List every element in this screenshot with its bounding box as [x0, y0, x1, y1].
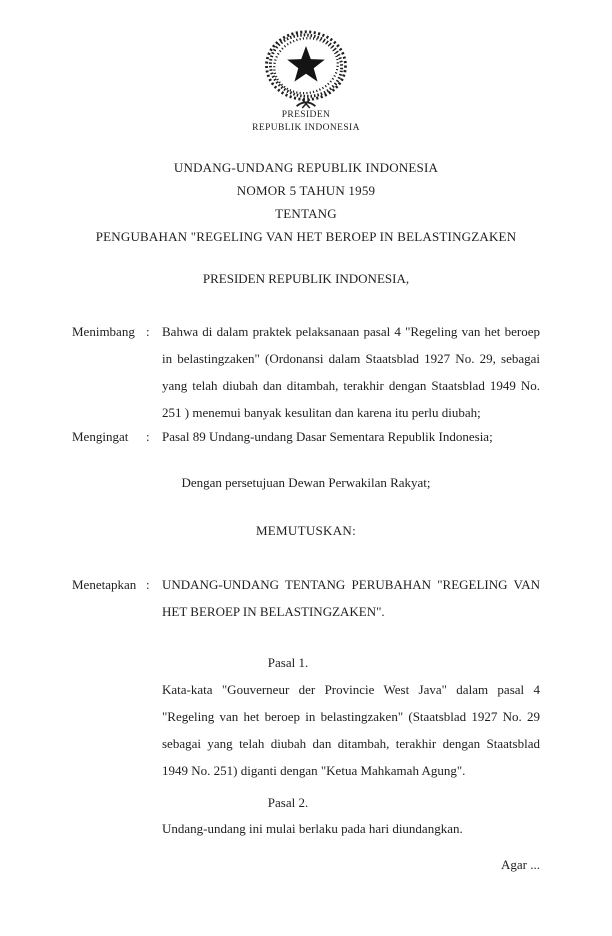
clause-body — [162, 318, 540, 426]
article-2-heading: Pasal 2. — [267, 795, 309, 810]
clause-colon: : — [146, 577, 150, 592]
legal-basis-clause — [72, 423, 540, 450]
article-2-body — [162, 815, 540, 842]
clause-body — [162, 571, 540, 625]
text-line: 251 ) menemui banyak kesulitan dan karena itu perlu diubah; — [162, 405, 481, 420]
text-line: HET BEROEP IN BELASTINGZAKEN". — [162, 604, 385, 619]
text-line: sebagai yang telah diubah dan ditambah, terakhir dengan Staatsblad — [162, 736, 540, 751]
institution-line-1: PRESIDEN — [281, 110, 331, 120]
seal-container — [0, 26, 612, 115]
text-line: Bahwa di dalam praktek pelaksanaan pasal 4 "Regeling van het beroep — [162, 324, 540, 339]
title-line-1: UNDANG-UNDANG REPUBLIK INDONESIA — [173, 160, 439, 175]
title-line-2: NOMOR 5 TAHUN 1959 — [236, 183, 376, 198]
clause-colon: : — [146, 429, 150, 444]
article-1-body — [162, 676, 540, 784]
document-title — [0, 156, 612, 248]
considerations-clause — [72, 318, 540, 426]
text-line: yang telah diubah dan ditambah, terakhir dengan Staatsblad 1949 No. — [162, 378, 540, 393]
salutation-line: PRESIDEN REPUBLIK INDONESIA, — [202, 271, 410, 286]
star-icon — [287, 46, 325, 82]
text-line: UNDANG-UNDANG TENTANG PERUBAHAN "REGELING VAN — [162, 577, 540, 592]
article-1-heading: Pasal 1. — [267, 655, 309, 670]
clause-label: Menetapkan — [72, 577, 137, 592]
decision-heading: MEMUTUSKAN: — [255, 523, 357, 538]
text-line: Undang-undang ini mulai berlaku pada hari diundangkan. — [162, 821, 463, 836]
institution-line-2: REPUBLIK INDONESIA — [252, 122, 360, 133]
text-line: "Regeling van het beroep in belastingzaken" (Staatsblad 1927 No. 29 — [162, 709, 540, 724]
clause-label: Menimbang — [72, 324, 135, 339]
clause-colon: : — [146, 324, 150, 339]
text-line: Pasal 89 Undang-undang Dasar Sementara Republik Indonesia; — [162, 429, 493, 444]
title-line-3: TENTANG — [275, 206, 337, 221]
text-line: in belastingzaken" (Ordonansi dalam Staatsblad 1927 No. 29, sebagai — [162, 351, 540, 366]
catchword: Agar ... — [501, 857, 540, 872]
presidential-seal-icon — [259, 26, 353, 111]
agreement-line: Dengan persetujuan Dewan Perwakilan Rakyat; — [181, 475, 431, 490]
institution-name — [0, 109, 612, 134]
text-line: 1949 No. 251) diganti dengan "Ketua Mahkamah Agung". — [162, 763, 466, 778]
enactment-clause — [72, 571, 540, 625]
clause-label: Mengingat — [72, 429, 129, 444]
text-line: Kata-kata "Gouverneur der Provincie West Java" dalam pasal 4 — [162, 682, 540, 697]
title-line-4: PENGUBAHAN "REGELING VAN HET BEROEP IN BELASTINGZAKEN — [95, 229, 517, 244]
clause-body — [162, 423, 540, 450]
